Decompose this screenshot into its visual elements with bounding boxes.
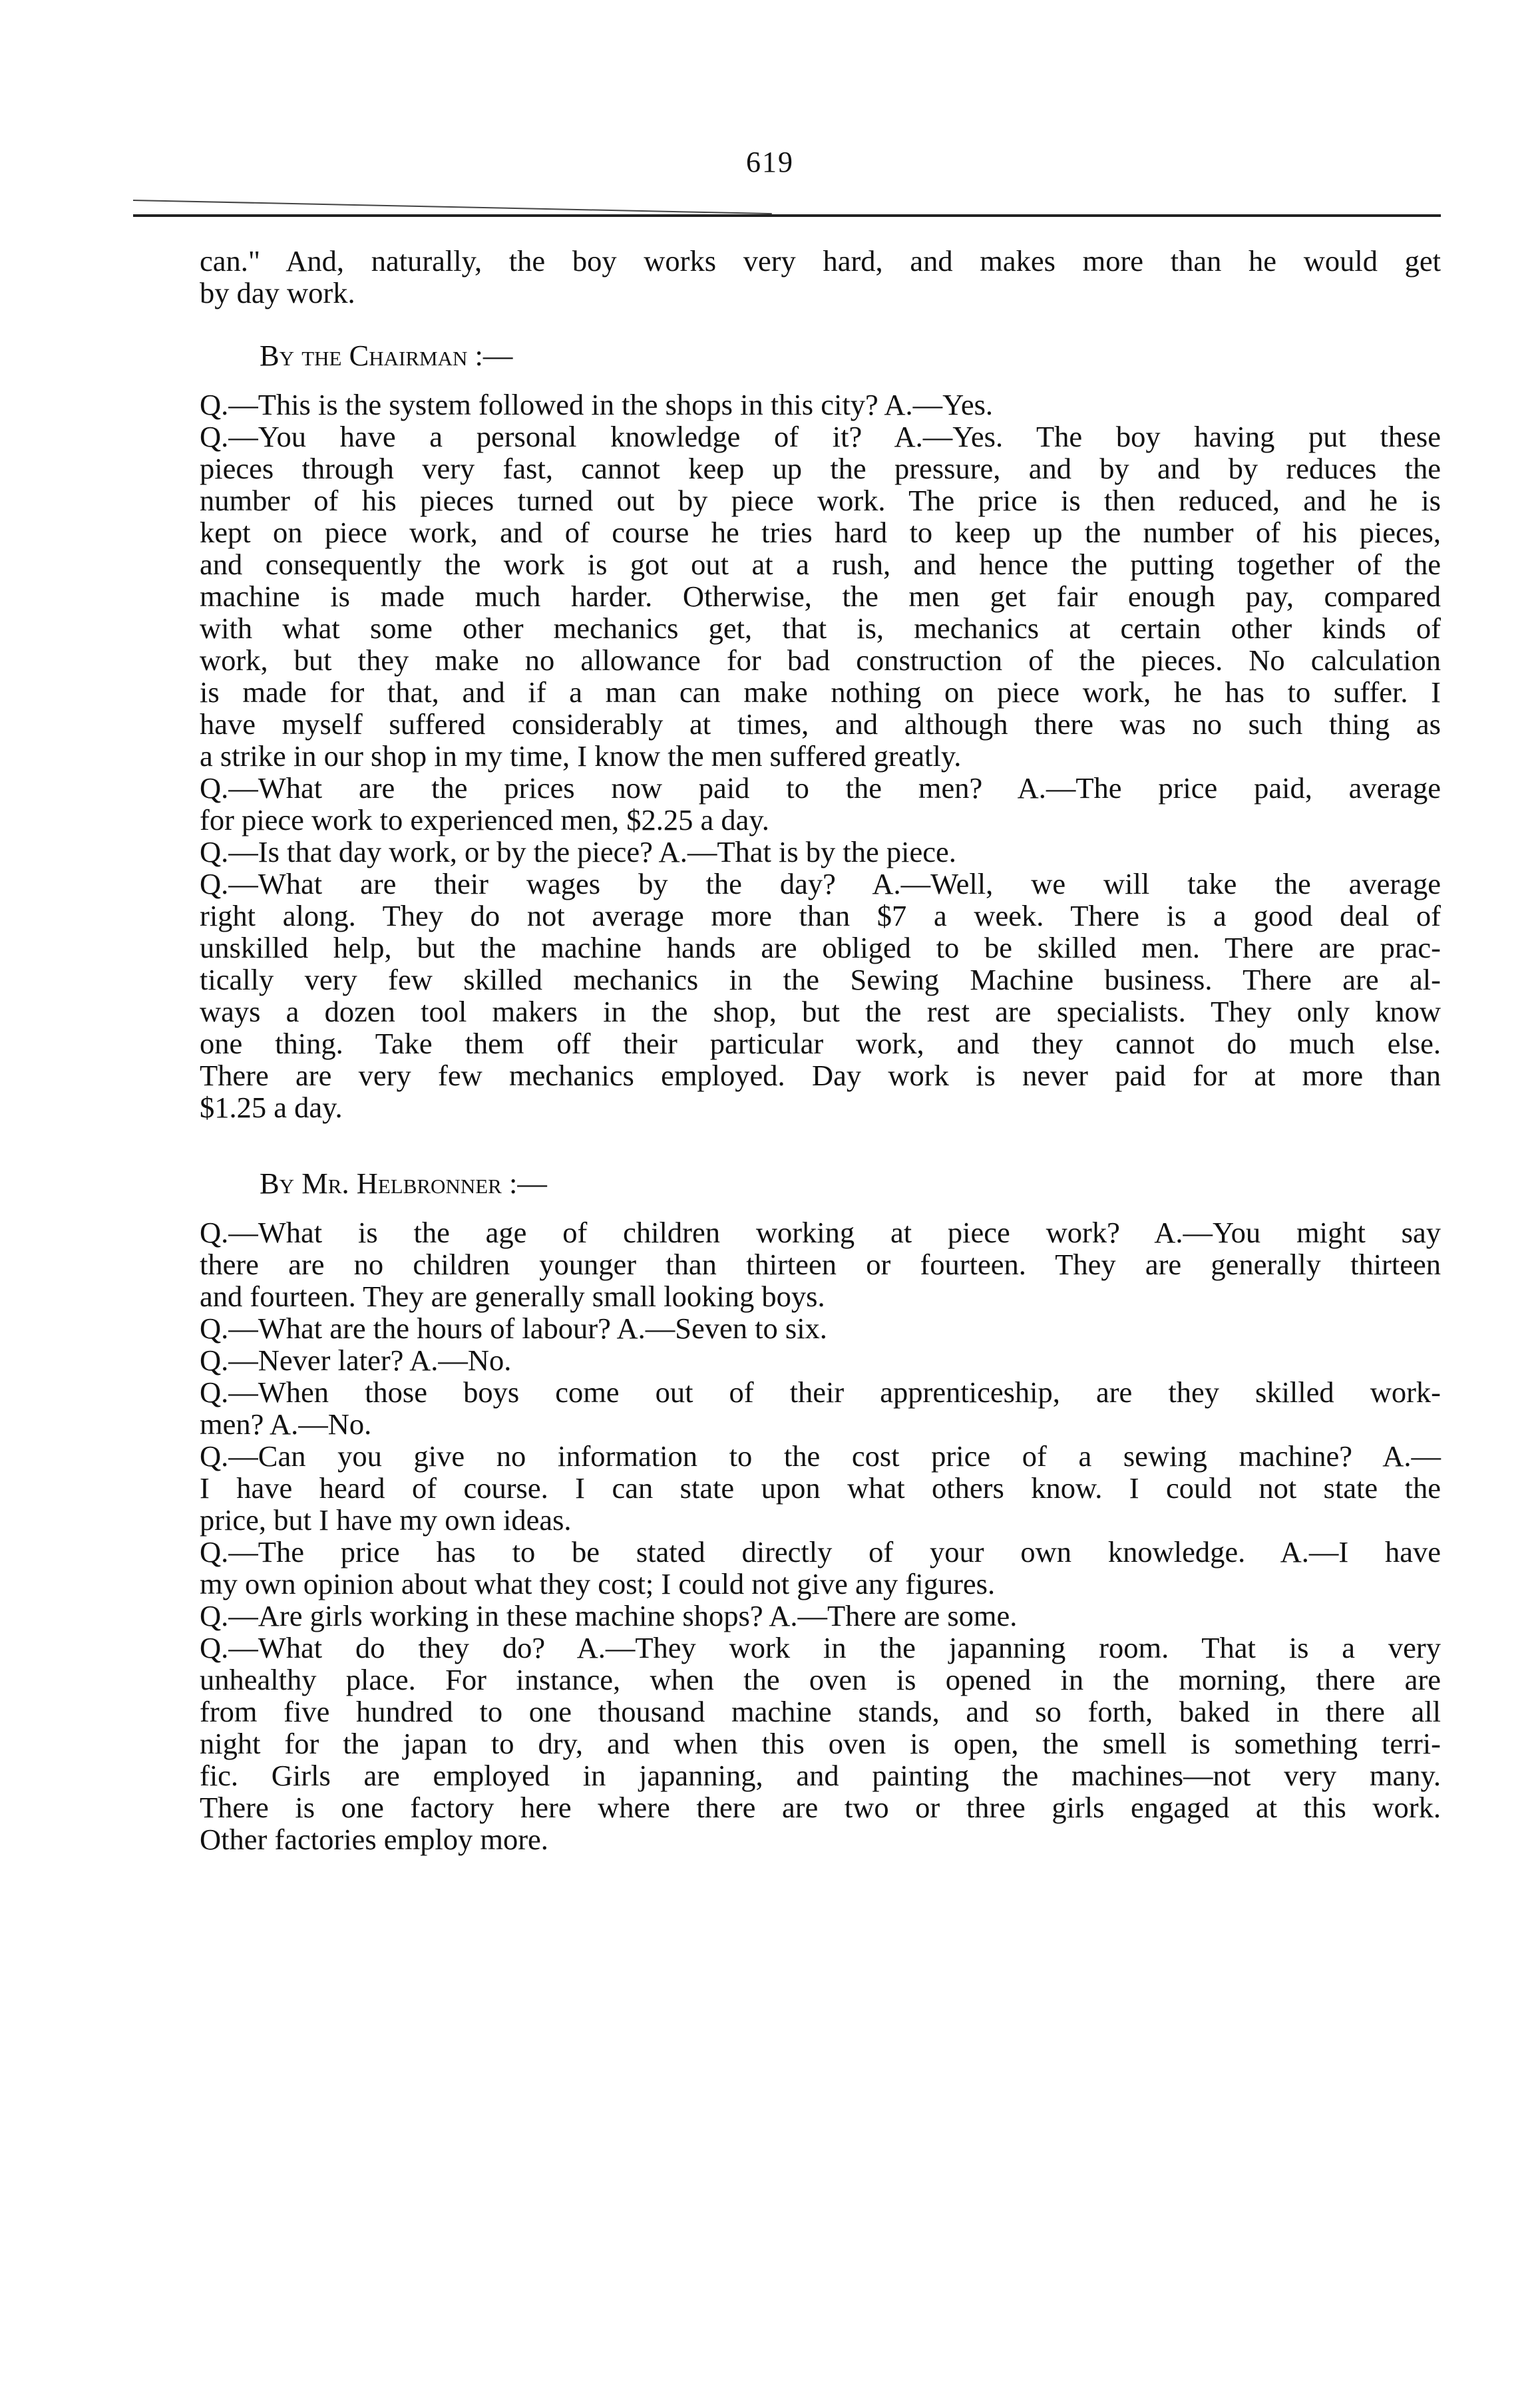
text-line: I have heard of course. I can state upon what others know. I could not state the [200, 1471, 1441, 1505]
spacer [200, 375, 1441, 389]
spacer [200, 1123, 1441, 1163]
text-line: number of his pieces turned out by piece work. The price is then reduced, and he is [200, 484, 1441, 517]
text-line: with what some other mechanics get, that is, mechanics at certain other kinds of [200, 612, 1441, 645]
text-line: by day work. [200, 276, 355, 309]
text-line: Q.—Can you give no information to the cost price of a sewing machine? A.— [200, 1439, 1441, 1473]
text-line: Q.—This is the system followed in the shops in this city? A.—Yes. [200, 388, 994, 421]
text-line: Q.—The price has to be stated directly of your own knowledge. A.—I have [200, 1535, 1441, 1568]
text-line: and fourteen. They are generally small looking boys. [200, 1280, 825, 1313]
text-line: and consequently the work is got out at a rush, and hence the putting together of the [200, 548, 1441, 581]
text-line: is made for that, and if a man can make nothing on piece work, he has to suffer. I [200, 675, 1441, 709]
text-line: Q.—What is the age of children working at piece work? A.—You might say [200, 1216, 1441, 1249]
text-line: Q.—What are the hours of labour? A.—Seven to six. [200, 1312, 827, 1345]
text-line: There is one factory here where there are two or three girls engaged at this work. [200, 1791, 1441, 1824]
spacer [200, 1203, 1441, 1216]
text-line: Q.—Are girls working in these machine shops? A.—There are some. [200, 1599, 1018, 1632]
text-line: kept on piece work, and of course he tries hard to keep up the number of his pieces, [200, 516, 1441, 549]
text-line: unskilled help, but the machine hands are obliged to be skilled men. There are prac- [200, 931, 1441, 964]
text-line: $1.25 a day. [200, 1091, 343, 1124]
text-line: price, but I have my own ideas. [200, 1503, 572, 1537]
text-line: Q.—Is that day work, or by the piece? A.—That is by the piece. [200, 835, 956, 868]
header-rule-thin [133, 200, 772, 214]
spacer [200, 309, 1441, 335]
text-line: my own opinion about what they cost; I could not give any figures. [200, 1567, 996, 1600]
section-heading: By Mr. Helbronner :— [260, 1167, 547, 1200]
text-line: machine is made much harder. Otherwise, the men get fair enough pay, compared [200, 580, 1441, 613]
text-line: ways a dozen tool makers in the shop, but the rest are specialists. They only know [200, 995, 1441, 1028]
body-text [200, 245, 1441, 1855]
page-number: 619 [746, 146, 794, 178]
text-line: Q.—You have a personal knowledge of it? A.—Yes. The boy having put these [200, 420, 1441, 453]
text-line: Q.—What are the prices now paid to the men? A.—The price paid, average [200, 771, 1441, 805]
text-line: unhealthy place. For instance, when the oven is opened in the morning, there are [200, 1663, 1441, 1696]
text-line: men? A.—No. [200, 1407, 372, 1441]
header-rule-thick [133, 214, 1441, 217]
text-line: can." And, naturally, the boy works very hard, and makes more than he would get [200, 244, 1441, 277]
text-line: There are very few mechanics employed. Day work is never paid for at more than [200, 1059, 1441, 1092]
section-heading: By the Chairman :— [260, 339, 513, 372]
text-line: right along. They do not average more than $7 a week. There is a good deal of [200, 899, 1441, 932]
text-line: Q.—Never later? A.—No. [200, 1344, 512, 1377]
text-line: for piece work to experienced men, $2.25 a day. [200, 803, 769, 836]
text-line: work, but they make no allowance for bad construction of the pieces. No calculation [200, 643, 1441, 677]
text-line: have myself suffered considerably at times, and although there was no such thing as [200, 707, 1441, 741]
text-line: Q.—What are their wages by the day? A.—Well, we will take the average [200, 867, 1441, 900]
text-line: from five hundred to one thousand machine stands, and so forth, baked in there all [200, 1695, 1441, 1728]
text-line: tically very few skilled mechanics in the Sewing Machine business. There are al- [200, 963, 1441, 996]
text-line: pieces through very fast, cannot keep up the pressure, and by and by reduces the [200, 452, 1441, 485]
text-line: Q.—When those boys come out of their apprenticeship, are they skilled work- [200, 1376, 1441, 1409]
text-line: fic. Girls are employed in japanning, and painting the machines—not very many. [200, 1759, 1441, 1792]
text-line: night for the japan to dry, and when this oven is open, the smell is something terri- [200, 1727, 1441, 1760]
text-line: a strike in our shop in my time, I know the men suffered greatly. [200, 739, 962, 773]
text-line: one thing. Take them off their particular work, and they cannot do much else. [200, 1027, 1441, 1060]
text-line: Q.—What do they do? A.—They work in the japanning room. That is a very [200, 1631, 1441, 1664]
text-line: there are no children younger than thirteen or fourteen. They are generally thirteen [200, 1248, 1441, 1281]
text-line: Other factories employ more. [200, 1823, 548, 1856]
